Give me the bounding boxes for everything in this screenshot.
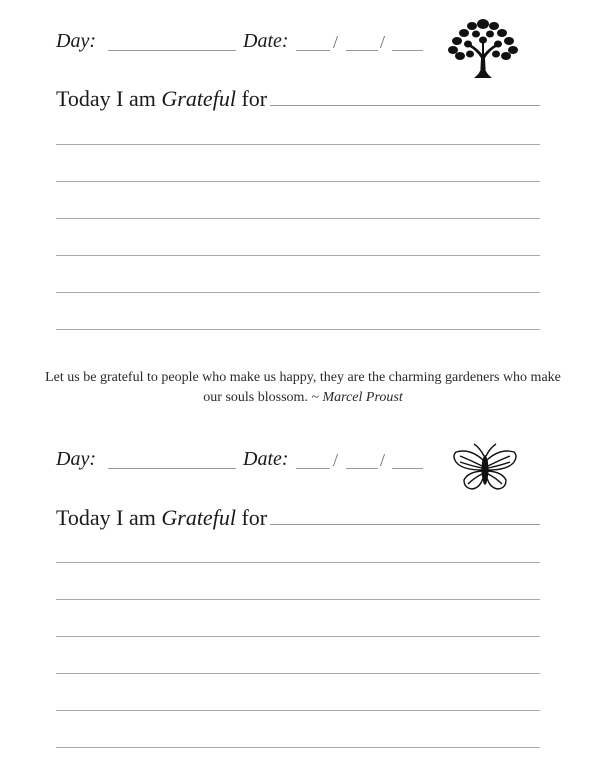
date-month-field[interactable] [296, 468, 330, 469]
day-label: Day: [56, 30, 96, 52]
date-label: Date: [243, 30, 289, 52]
prompt-suffix: for [235, 86, 268, 111]
writing-line[interactable] [56, 562, 540, 563]
gratitude-prompt-row [56, 505, 546, 535]
date-separator: / [380, 32, 386, 52]
day-date-row [56, 30, 456, 56]
gratitude-first-line[interactable] [270, 524, 540, 525]
writing-line[interactable] [56, 181, 540, 182]
date-year-field[interactable] [392, 468, 423, 469]
writing-line[interactable] [56, 218, 540, 219]
date-separator: / [380, 450, 386, 470]
gratitude-prompt-row [56, 86, 546, 116]
writing-line[interactable] [56, 144, 540, 145]
day-label: Day: [56, 448, 96, 470]
gratitude-prompt [56, 505, 267, 531]
quote-block [40, 368, 566, 408]
date-month-field[interactable] [296, 50, 330, 51]
quote-text: Let us be grateful to people who make us happy, they are the charming gardeners who make our souls blossom. ~ [45, 370, 561, 405]
writing-line[interactable] [56, 710, 540, 711]
writing-line[interactable] [56, 329, 540, 330]
writing-line[interactable] [56, 636, 540, 637]
date-day-field[interactable] [346, 468, 378, 469]
gratitude-prompt [56, 86, 267, 112]
day-field[interactable] [108, 50, 236, 51]
day-field[interactable] [108, 468, 236, 469]
date-year-field[interactable] [392, 50, 423, 51]
butterfly-icon [452, 442, 518, 492]
date-separator: / [333, 450, 339, 470]
writing-line[interactable] [56, 599, 540, 600]
writing-line[interactable] [56, 255, 540, 256]
date-label: Date: [243, 448, 289, 470]
day-date-row [56, 448, 456, 474]
prompt-prefix: Today I am [56, 86, 162, 111]
quote-author: Marcel Proust [322, 390, 403, 405]
prompt-emphasis: Grateful [161, 505, 236, 530]
tree-icon [446, 16, 520, 78]
writing-line[interactable] [56, 673, 540, 674]
prompt-emphasis: Grateful [161, 86, 236, 111]
writing-line[interactable] [56, 747, 540, 748]
prompt-prefix: Today I am [56, 505, 162, 530]
date-day-field[interactable] [346, 50, 378, 51]
gratitude-first-line[interactable] [270, 105, 540, 106]
prompt-suffix: for [235, 505, 268, 530]
date-separator: / [333, 32, 339, 52]
writing-line[interactable] [56, 292, 540, 293]
